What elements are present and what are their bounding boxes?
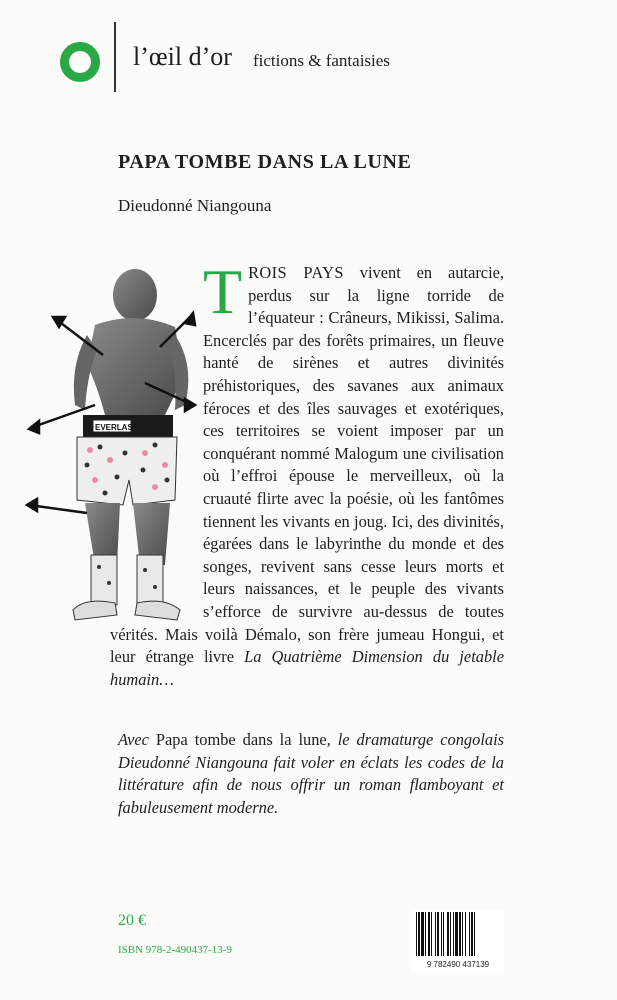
barcode-bar (450, 912, 451, 956)
barcode-bar (465, 912, 466, 956)
book-in-book-title: La Quatrième Dimension du jetable humain (110, 647, 504, 689)
barcode-bar (441, 912, 442, 956)
barcode-bar (455, 912, 458, 956)
barcode-bar (471, 912, 473, 956)
publisher-name: l’œil d’or (133, 42, 232, 71)
isbn: ISBN 978-2-490437-13-9 (118, 944, 232, 956)
barcode-bar (474, 912, 475, 956)
barcode-bar (421, 912, 424, 956)
synopsis-lead: ROIS PAYS (248, 263, 344, 282)
barcode-bar (435, 912, 436, 956)
barcode-bar (459, 912, 461, 956)
barcode-bar (462, 912, 463, 956)
barcode-bar (447, 912, 449, 956)
price: 20 € (118, 912, 146, 929)
review-paragraph (118, 729, 504, 819)
barcode (412, 910, 504, 974)
synopsis-ellipsis: … (159, 669, 174, 689)
barcode-bar (443, 912, 444, 956)
barcode-bar (431, 912, 432, 956)
barcode-bar (428, 912, 430, 956)
drop-cap: T (203, 256, 243, 327)
belt-label: EVERLAST (95, 423, 138, 432)
barcode-bar (425, 912, 426, 956)
barcode-number: 9 782490 437139 (426, 960, 490, 969)
synopsis-body: vivent en autarcie, perdus sur la ligne torride de l’équateur : Crâneurs, Mikissi, Salima. Encerclés par des forêts primaires, un fleuve hanté de sirènes et autres divinités préhistoriques, des savanes aux animaux féroces et des îles sauvages et exotériques, ces territoires se voient imposer par un conquérant nommé Malogum une civilisation où l’effroi épouse le merveilleux, où la cruauté flirte avec la poésie, où les fantômes tiennent les vivants en joug. Ici, des divinités, égarées dans le labyrinthe du monde et des songes, revivent sans cesse leurs morts et leurs naissances, et le peuple des vivants s’efforce de survivre au-dessus de toutes vérités. Mais voilà Démalo, son frère jumeau Hongui, et leur étrange livre (110, 263, 504, 667)
barcode-bar (418, 912, 420, 956)
publisher-logo-ring-icon (60, 42, 100, 82)
book-title: PAPA TOMBE DANS LA LUNE (118, 151, 412, 173)
review-rest: , le dramaturge congolais Dieudonné Niangouna fait voler en éclats les codes de la littérature afin de nous offrir un roman flamboyant et fabuleusement moderne. (118, 730, 505, 817)
logo-divider (114, 22, 116, 92)
barcode-bars (412, 910, 504, 958)
barcode-bar (453, 912, 454, 956)
barcode-bar (469, 912, 470, 956)
collection-name: fictions & fantaisies (253, 51, 390, 70)
barcode-bar (437, 912, 439, 956)
review-start: Avec (118, 730, 149, 749)
barcode-bar (416, 912, 417, 956)
book-author: Dieudonné Niangouna (118, 196, 272, 215)
synopsis-paragraph (110, 256, 504, 691)
review-book-title: Papa tombe dans la lune (155, 730, 327, 749)
